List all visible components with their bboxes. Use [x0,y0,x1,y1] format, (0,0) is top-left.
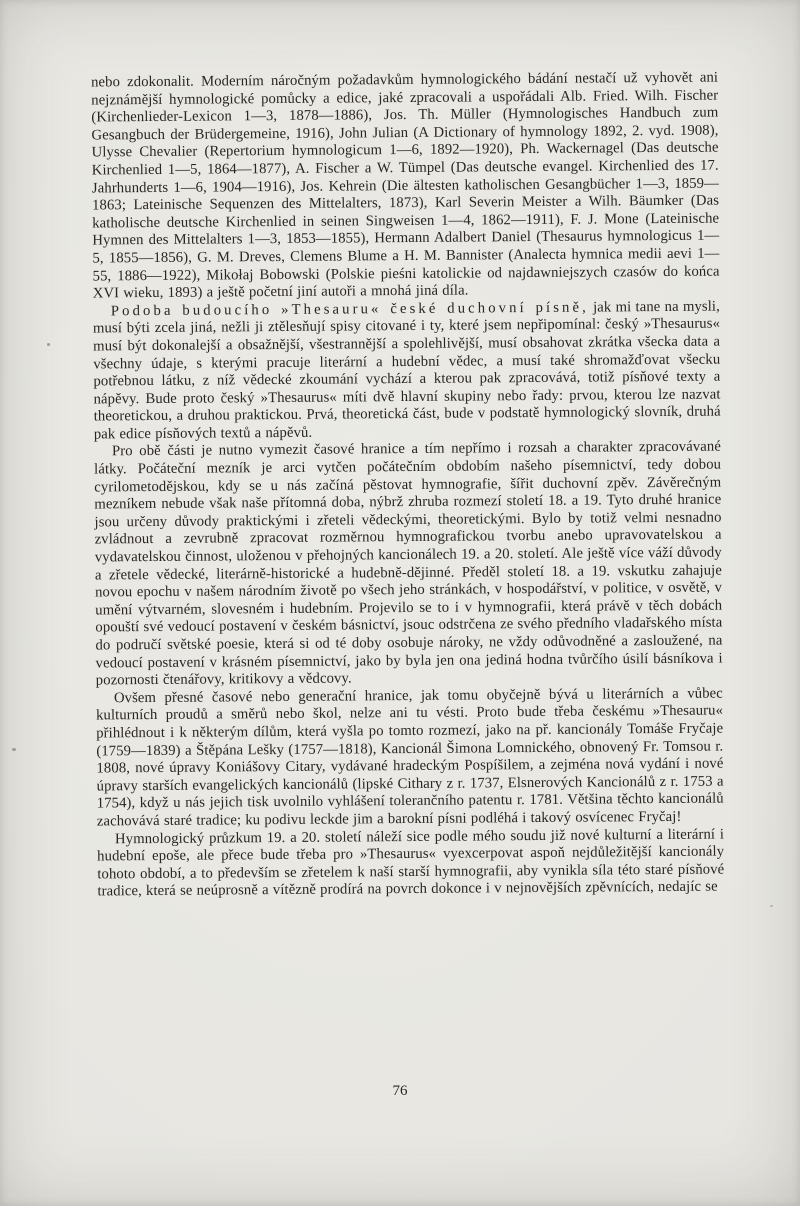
paragraph-text: jak mi tane na mysli, musí býti zcela jiná, nežli ji ztělesňují spisy citované i ty, které jsem nepřipomínal: český »Thesaurus« musí být dokonalejší a obsažnější, všestrannější a spolehlivější, musí obsahovat zkrátka všecka data a všechny údaje, s kterými pracuje literární a hudební vědec, a musí také shromažďovat všecku potřebnou látku, z níž vědecké zkoumání vychází a kterou pak zpracovává, totiž písňové texty a nápěvy. Bude proto český »Thesaurus« míti dvě hlavní skupiny nebo řady: prvou, kterou lze nazvat theoretickou, a druhou praktickou. Prvá, theoretická část, bude v podstatě hymnologický slovník, druhá pak edice písňových textů a nápěvů. [92,298,721,443]
scan-speck [47,343,50,346]
paragraph-thesaurus-podoba [93,298,721,444]
paragraph-generacni-hranice: Ovšem přesné časové nebo generační hranice, jak tomu obyčejně bývá u literárních a vůbec kulturních proudů a směrů nebo škol, nelze ani tu vésti. Proto bude třeba českému »Thesauru« přihlédnout i k některým dílům, která vyšla po tomto rozmezí, jako na př. kancionály Tomáše Fryčaje (1759—1839) a Štěpána Lešky (1757—1818), Kancionál Šimona Lomnického, obnovený Fr. Tomsou r. 1808, nové úpravy Koniášovy Citary, vydávané hradeckým Pospíšilem, a zejména nová vydání i nové úpravy starších evangelických kancionálů (lipské Cithary z r. 1737, Elsnerových Kancionálů z r. 1753 a 1754), když u nás jejich tisk uvolnilo vyhlášení tolerančního patentu r. 1781. Většina těchto kancionálů zachovává staré tradice; ku podivu leckde jim a barokní písni podléhá i takový osvícenec Fryčaj! [95,685,724,830]
scan-speck [770,905,773,907]
text-block [91,70,724,902]
paragraph-casove-hranice: Pro obě části je nutno vymezit časové hranice a tím nepřímo i rozsah a charakter zpracovávané látky. Počáteční mezník je arci vytčen počátečním obdobím našeho písemnictví, tedy dobou cyrilometodějskou, kdy se u nás začíná pěstovat hymnografie, šířit duchovní zpěv. Závěrečným mezníkem nebude však naše přítomná doba, nýbrž zhruba rozmezí století 18. a 19. Tyto druhé hranice jsou určeny důvody praktickými i zřeteli vědeckými, theoretickými. Bylo by totiž velmi nesnadno zvládnout a zevrubně zpracovat rozměrnou hymnografickou tvorbu anebo upravovatelskou a vydavatelskou činnost, uloženou v přehojných kancionálech 19. a 20. století. Ale ještě více váží důvody a zřetele vědecké, literárně-historické a hudebně-dějinné. Předěl století 18. a 19. vskutku zahajuje novou epochu v našem národním životě po všech jeho stránkách, v hospodářství, v politice, v osvětě, v umění výtvarném, slovesném i hudebním. Projevilo se to i v hymnografii, která právě v těch dobách opouští své vedoucí postavení v českém básnictví, jsouc odstrčena ze svého předního vladařského místa do područí světské poesie, která si od té doby osobuje nároky, ne vždy odůvodněné a zasloužené, na vedoucí postavení v krásném písemnictví, jako by byla jen ona jediná hodna tvůrčího úsilí básníkova i pozornosti čtenářovy, kritikovy a vědcovy. [94,438,723,689]
page-number: 76 [392,1083,408,1099]
spaced-emphasis-text: Podoba budoucího »Thesauru« české duchovní písně, [110,299,589,320]
paragraph-bibliography: nebo zdokonalit. Moderním náročným požadavkům hymnologického bádání nestačí už vyhovět ani nejznámější hymnologické pomůcky a edice, jaké zpracovali a uspořádali Alb. Fried. Wilh. Fischer (Kirchenlieder-Lexicon 1—3, 1878—1886), Jos. Th. Müller (Hymnologisches Handbuch zum Gesangbuch der Brüdergemeine, 1916), John Julian (A Dictionary of hymnology 1892, 2. vyd. 1908), Ulysse Chevalier (Repertorium hymnologicum 1—6, 1892—1920), Ph. Wackernagel (Das deutsche Kirchenlied 1—5, 1864—1877), A. Fischer a W. Tümpel (Das deutsche evangel. Kirchenlied des 17. Jahrhunderts 1—6, 1904—1916), Jos. Kehrein (Die ältesten katholischen Gesangbücher 1—3, 1859—1863; Lateinische Sequenzen des Mittelalters, 1873), Karl Severin Meister a Wilh. Bäumker (Das katholische deutsche Kirchenlied in seinen Singweisen 1—4, 1862—1911), F. J. Mone (Lateinische Hymnen des Mittelalters 1—3, 1853—1855), Hermann Adalbert Daniel (Thesaurus hymnologicus 1—5, 1855—1856), G. M. Dreves, Clemens Blume a H. M. Bannister (Analecta hymnica medii aevi 1—55, 1886—1922), Mikołaj Bobowski (Polskie pieśni katolickie od najdawniejszych czasów do końca XVI wieku, 1893) a ještě početní jiní autoři a mnohá jiná díla. [91,69,720,302]
scan-speck [12,748,16,751]
paragraph-hymnologicky-pruzkum: Hymnologický průzkum 19. a 20. století náleží sice podle mého soudu již nové kulturní a literární i hudební epoše, ale přece bude třeba pro »Thesaurus« vyexcerpovat aspoň nejdůležitější kancionály tohoto období, a to především se zřetelem k naší starší hymnografii, aby vynikla síla této staré písňové tradice, která se neúprosně a vítězně prodírá na povrch dokonce i v nejnovějších zpěvnících, nedajíc se [97,826,725,900]
